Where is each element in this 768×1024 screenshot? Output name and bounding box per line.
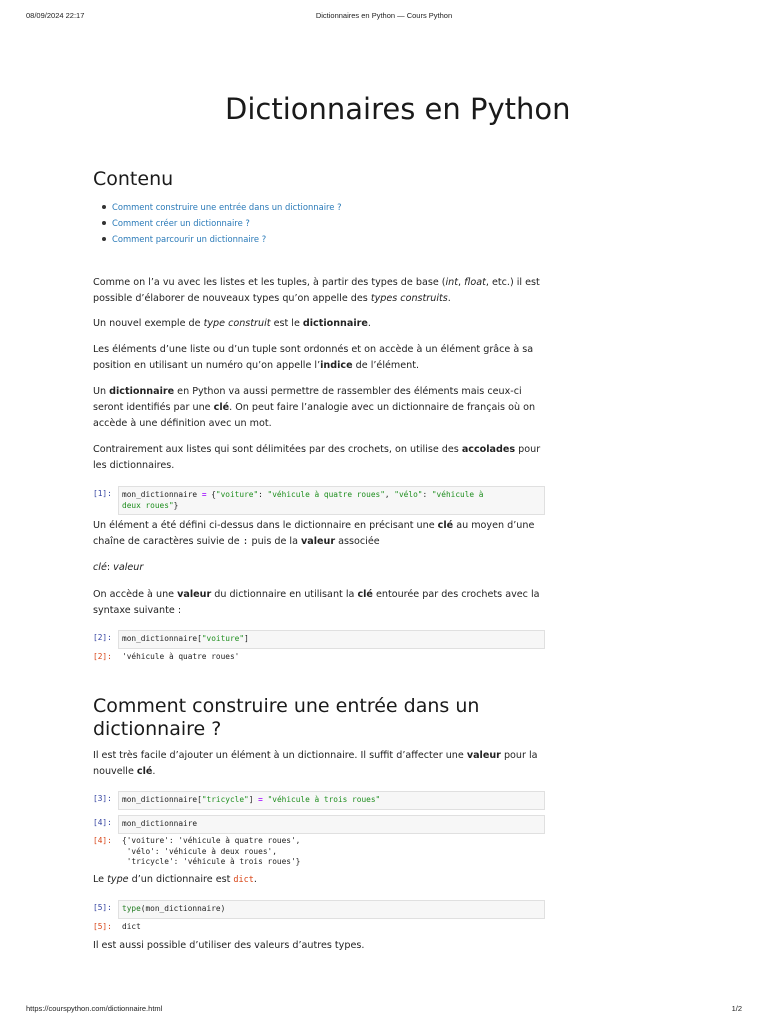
text-dictionnaire: dictionnaire bbox=[109, 386, 175, 397]
text-cle: clé bbox=[136, 766, 153, 777]
code-output-2 bbox=[93, 652, 545, 663]
intro-paragraph-exemple bbox=[93, 316, 545, 332]
code-input[interactable]: mon_dictionnaire bbox=[118, 815, 545, 834]
output-prompt: [5]: bbox=[93, 922, 112, 931]
text: Il est très facile d’ajouter un élément à un dictionnaire. Il suffit d’affecter une bbox=[93, 750, 467, 761]
text-accolades: accolades bbox=[461, 444, 516, 455]
toc-link-parcourir[interactable]: Comment parcourir un dictionnaire ? bbox=[112, 231, 564, 247]
code-string: "véhicule à trois roues" bbox=[267, 795, 381, 804]
code-text: mon_dictionnaire[ bbox=[122, 795, 202, 804]
paragraph-ajouter bbox=[93, 748, 545, 780]
code-string: "voiture" bbox=[201, 634, 245, 643]
table-of-contents bbox=[93, 199, 564, 247]
code-builtin: type bbox=[122, 904, 141, 913]
text: Un nouvel exemple de bbox=[93, 318, 204, 329]
intro-paragraph-indice bbox=[93, 342, 545, 374]
code-string: deux roues" bbox=[122, 500, 174, 510]
text: On accède à une bbox=[93, 589, 178, 600]
inline-code-dict: dict bbox=[233, 875, 254, 885]
code-string: "véhicule à bbox=[431, 490, 484, 499]
text-cle: clé bbox=[93, 562, 107, 573]
section-heading-construire: Comment construire une entrée dans un dictionnaire ? bbox=[93, 695, 480, 740]
text: est le bbox=[270, 318, 303, 329]
code-output-4 bbox=[93, 836, 545, 868]
code-input[interactable] bbox=[118, 486, 545, 515]
paragraph-acces-valeur bbox=[93, 587, 545, 619]
output-line: 'vélo': 'véhicule à deux roues', bbox=[122, 846, 277, 856]
output-prompt: [4]: bbox=[93, 836, 112, 845]
intro-paragraph-accolades bbox=[93, 442, 545, 474]
text: au moyen d’une chaîne de caractères suivie de bbox=[93, 520, 535, 547]
code-string: "vélo" bbox=[394, 490, 423, 499]
code-text: (mon_dictionnaire) bbox=[140, 904, 226, 913]
text: . bbox=[152, 766, 156, 777]
input-prompt: [1]: bbox=[93, 489, 112, 498]
code-string: "voiture" bbox=[215, 490, 259, 499]
print-page-number: 1/2 bbox=[731, 1004, 742, 1013]
text-valeur: valeur bbox=[113, 562, 144, 573]
text: . bbox=[447, 293, 451, 304]
print-url[interactable]: https://courspython.com/dictionnaire.html bbox=[26, 1004, 163, 1013]
text-cle: clé bbox=[357, 589, 373, 600]
contents-heading: Contenu bbox=[93, 168, 174, 190]
code-string: "véhicule à quatre roues" bbox=[267, 490, 385, 499]
text: Les éléments d’une liste ou d’un tuple sont ordonnés et on accède à un élément grâce à sa position en utilisant un numéro qu’on appelle l’ bbox=[93, 344, 534, 371]
text: pour la nouvelle bbox=[93, 750, 538, 777]
output-line: 'tricycle': 'véhicule à trois roues'} bbox=[122, 857, 301, 866]
text: en Python va aussi permettre de rassembler des éléments mais ceux-ci seront identifiés par une bbox=[93, 386, 522, 413]
code-input[interactable] bbox=[118, 630, 545, 649]
paragraph-cle-valeur bbox=[93, 560, 545, 576]
code-text: } bbox=[173, 500, 179, 510]
code-output-5 bbox=[93, 922, 545, 933]
input-prompt: [3]: bbox=[93, 794, 112, 803]
paragraph-element-defini bbox=[93, 518, 545, 550]
text-cle: clé bbox=[213, 402, 230, 413]
code-text: : bbox=[422, 490, 432, 499]
text: . bbox=[367, 318, 371, 329]
code-cell-4 bbox=[93, 815, 545, 834]
toc-link-creer[interactable]: Comment créer un dictionnaire ? bbox=[112, 215, 564, 231]
text: Comme on l’a vu avec les listes et les tuples, à partir des types de base ( bbox=[93, 277, 446, 288]
text: puis de la bbox=[248, 536, 302, 547]
code-output-text bbox=[122, 836, 545, 868]
paragraph-type-dict bbox=[93, 872, 545, 888]
text: d’un dictionnaire est bbox=[128, 874, 234, 885]
paragraph-autres-types: Il est aussi possible d’utiliser des valeurs d’autres types. bbox=[93, 940, 365, 951]
input-prompt: [4]: bbox=[93, 818, 112, 827]
page-title: Dictionnaires en Python bbox=[225, 92, 571, 126]
print-footer bbox=[26, 1004, 742, 1016]
code-operator: = bbox=[258, 795, 263, 804]
intro-paragraph-cle bbox=[93, 384, 545, 432]
code-input[interactable] bbox=[118, 791, 545, 810]
code-cell-1 bbox=[93, 486, 545, 515]
text: entourée par des crochets avec la syntaxe suivante : bbox=[93, 589, 540, 616]
text: associée bbox=[335, 536, 380, 547]
code-operator: = bbox=[201, 490, 207, 499]
text-type-construit: type construit bbox=[203, 318, 271, 329]
text-valeur: valeur bbox=[301, 536, 336, 547]
print-doc-title: Dictionnaires en Python — Cours Python bbox=[315, 11, 453, 20]
text-indice: indice bbox=[320, 360, 353, 371]
text-int: int bbox=[445, 277, 459, 288]
code-text: mon_dictionnaire[ bbox=[122, 634, 202, 643]
text: pour les dictionnaires. bbox=[93, 444, 541, 471]
text-type: type bbox=[107, 874, 129, 885]
output-line: {'voiture': 'véhicule à quatre roues', bbox=[122, 836, 301, 845]
text: . bbox=[253, 874, 257, 885]
text-valeur: valeur bbox=[177, 589, 212, 600]
text-types-construits: types construits bbox=[370, 293, 448, 304]
input-prompt: [5]: bbox=[93, 903, 112, 912]
text-float: float bbox=[464, 277, 486, 288]
code-output-text: 'véhicule à quatre roues' bbox=[122, 652, 240, 661]
intro-paragraph-types bbox=[93, 275, 545, 307]
text: de l’élément. bbox=[352, 360, 420, 371]
code-colon: : bbox=[242, 536, 249, 547]
text: Contrairement aux listes qui sont délimitées par des crochets, on utilise des bbox=[93, 444, 462, 455]
code-text: mon_dictionnaire bbox=[122, 490, 202, 499]
text-valeur: valeur bbox=[466, 750, 501, 761]
text: Un bbox=[93, 386, 110, 397]
text: Le bbox=[93, 874, 108, 885]
text: Un élément a été défini ci-dessus dans le dictionnaire en précisant une bbox=[93, 520, 438, 531]
code-input[interactable] bbox=[118, 900, 545, 919]
code-string: "tricycle" bbox=[201, 795, 249, 804]
code-cell-3 bbox=[93, 791, 545, 810]
text-dictionnaire: dictionnaire bbox=[302, 318, 368, 329]
print-header bbox=[26, 11, 742, 23]
code-text: ] bbox=[248, 795, 259, 804]
input-prompt: [2]: bbox=[93, 633, 112, 642]
code-output-text: dict bbox=[122, 922, 141, 931]
code-cell-5 bbox=[93, 900, 545, 919]
output-prompt: [2]: bbox=[93, 652, 112, 661]
code-cell-2 bbox=[93, 630, 545, 649]
text: , bbox=[458, 277, 465, 288]
print-date: 08/09/2024 22:17 bbox=[26, 11, 85, 20]
code-text: , bbox=[384, 490, 395, 499]
text-cle: clé bbox=[437, 520, 454, 531]
toc-link-construire[interactable]: Comment construire une entrée dans un dictionnaire ? bbox=[112, 199, 564, 215]
code-text: { bbox=[206, 490, 216, 499]
code-text: : bbox=[258, 490, 268, 499]
text: du dictionnaire en utilisant la bbox=[211, 589, 358, 600]
text: , etc.) il est possible d’élaborer de nouveaux types qu’on appelle des bbox=[93, 277, 540, 304]
text: . On peut faire l’analogie avec un dictionnaire de français où on accède à une définition avec un mot. bbox=[93, 402, 536, 429]
text: : bbox=[106, 562, 114, 573]
code-text: ] bbox=[244, 634, 249, 643]
